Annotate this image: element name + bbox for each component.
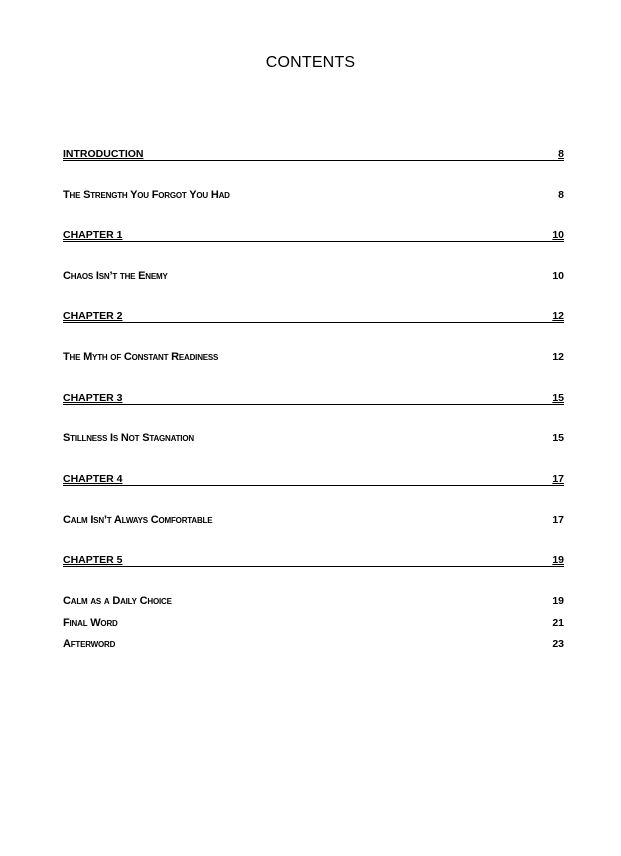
toc-entry-page: 10 <box>552 270 564 282</box>
toc-entry-page: 8 <box>558 148 564 160</box>
toc-entry-label: Calm Isn’t Always Comfortable <box>63 514 213 526</box>
toc-entry-section[interactable] <box>63 510 564 526</box>
toc-entry-introduction[interactable] <box>63 144 564 161</box>
toc-entry-label: CHAPTER 4 <box>63 473 123 485</box>
toc-entry-page: 15 <box>552 392 564 404</box>
toc-entry-page: 8 <box>558 189 564 201</box>
toc-entry-label: CHAPTER 5 <box>63 554 123 566</box>
toc-entry-section[interactable] <box>63 591 564 607</box>
toc-entry-page: 10 <box>552 229 564 241</box>
toc-entry-label: Stillness Is Not Stagnation <box>63 432 194 444</box>
toc-entry-chapter-1[interactable] <box>63 225 564 242</box>
toc-entry-label: The Myth of Constant Readiness <box>63 351 219 363</box>
toc-entry-page: 21 <box>552 617 564 629</box>
toc-entry-label: INTRODUCTION <box>63 148 144 160</box>
toc-entry-label: CHAPTER 2 <box>63 310 123 322</box>
toc-entry-page: 19 <box>552 595 564 607</box>
toc-entry-chapter-3[interactable] <box>63 388 564 405</box>
toc-entry-label: The Strength You Forgot You Had <box>63 189 230 201</box>
toc-entry-chapter-2[interactable] <box>63 306 564 323</box>
toc-entry-section[interactable] <box>63 347 564 363</box>
toc-entry-page: 17 <box>552 473 564 485</box>
toc-entry-label: CHAPTER 1 <box>63 229 123 241</box>
toc-entry-label: Calm as a Daily Choice <box>63 595 172 607</box>
toc-entry-page: 15 <box>552 432 564 444</box>
toc-entry-final-word[interactable] <box>63 613 564 629</box>
toc-entry-label: Chaos Isn’t the Enemy <box>63 270 168 282</box>
toc-entry-section[interactable] <box>63 185 564 201</box>
toc-entry-chapter-5[interactable] <box>63 550 564 567</box>
toc-entry-label: Final Word <box>63 617 118 629</box>
toc-entry-chapter-4[interactable] <box>63 469 564 486</box>
toc-entry-label: CHAPTER 3 <box>63 392 123 404</box>
toc-entry-page: 19 <box>552 554 564 566</box>
toc-entry-afterword[interactable] <box>63 634 564 650</box>
toc-entry-section[interactable] <box>63 266 564 282</box>
toc-entry-label: Afterword <box>63 638 116 650</box>
page-title: CONTENTS <box>265 54 356 71</box>
toc-entry-page: 12 <box>552 310 564 322</box>
toc-entry-section[interactable] <box>63 428 564 444</box>
toc-entry-page: 23 <box>552 638 564 650</box>
toc-entry-page: 17 <box>552 514 564 526</box>
toc-entry-page: 12 <box>552 351 564 363</box>
